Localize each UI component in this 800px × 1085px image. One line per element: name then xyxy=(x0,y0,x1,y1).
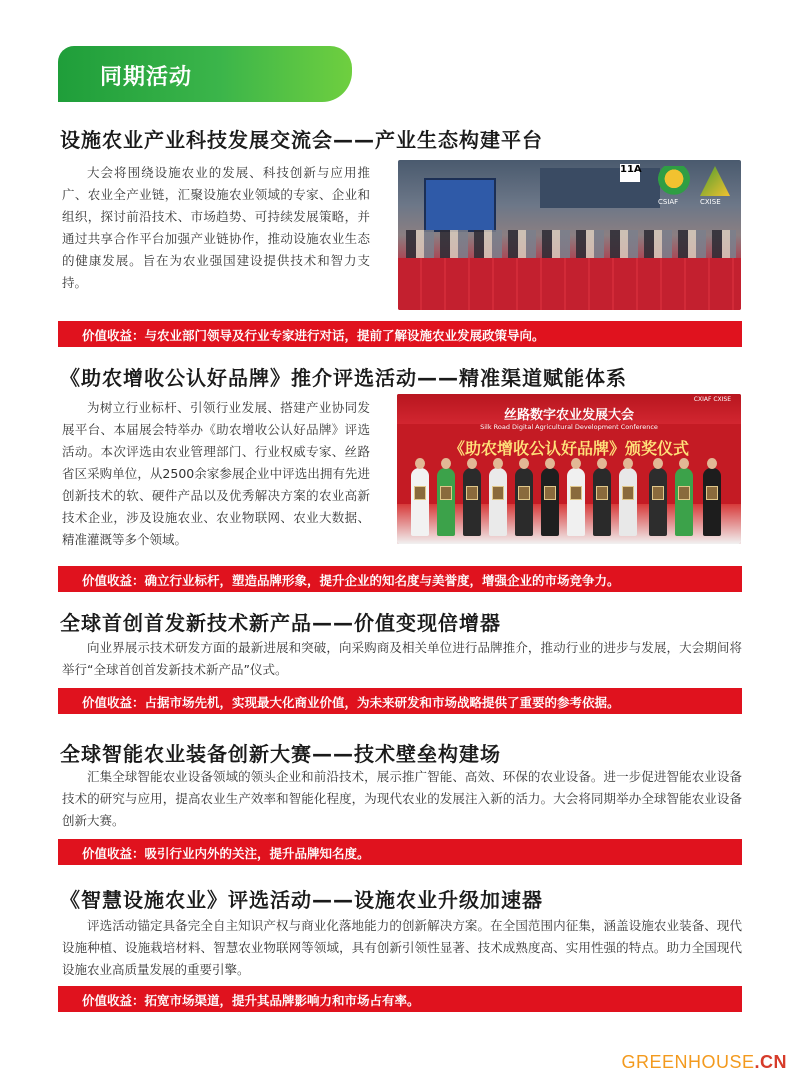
section-1-title: 设施农业产业科技发展交流会——产业生态构建平台 xyxy=(60,128,543,152)
awardee xyxy=(463,468,481,536)
cxise-logo-text: CXISE xyxy=(700,198,721,206)
csiaf-logo-text: CSIAF xyxy=(658,198,679,206)
red-tablecloth xyxy=(398,258,741,310)
section-4-value-bar: 价值收益：吸引行业内外的关注，提升品牌知名度。 xyxy=(58,839,742,865)
section-2-title: 《助农增收公认好品牌》推介评选活动——精准渠道赋能体系 xyxy=(60,366,627,390)
section-5-body: 评选活动锚定具备完全自主知识产权与商业化落地能力的创新解决方案。在全国范围内征集，涵盖设施农业装备、现代设施种植、设施栽培材料、智慧农业物联网等领域，具有创新引领性显著、技术成熟度高、实用性强的特点。助力全国现代设施农业高质量发展的重要引擎。 xyxy=(62,918,742,977)
awardee xyxy=(515,468,533,536)
section-3-body: 向业界展示技术研发方面的最新进展和突破，向采购商及相关单位进行品牌推介，推动行业的进步与发展，大会期间将举行“全球首创首发新技术新产品”仪式。 xyxy=(62,640,742,677)
awardee xyxy=(541,468,559,536)
section-4-body: 汇集全球智能农业设备领域的领头企业和前沿技术，展示推广智能、高效、环保的农业设备。进一步促进智能农业设备技术的研究与应用，提高农业生产效率和智能化程度，为现代农业的发展注入新的活力。大会将同期举办全球智能农业设备创新大赛。 xyxy=(62,769,742,828)
awardee xyxy=(619,468,637,536)
csiaf-logo-icon xyxy=(656,166,692,198)
section-1-body: 大会将围绕设施农业的发展、科技创新与应用推广、农业全产业链，汇聚设施农业领域的专家、企业和组织，探讨前沿技术、市场趋势、可持续发展策略，并通过共享合作平台加强产业链协作，推动设施农业生态的健康发展。旨在为农业强国建设提供技术和智力支持。 xyxy=(62,165,370,290)
section-4-title: 全球智能农业装备创新大赛——技术壁垒构建场 xyxy=(60,742,501,766)
section-header-tab: 同期活动 xyxy=(58,46,352,102)
banner-ceremony-title: 《助农增收公认好品牌》颁奖仪式 xyxy=(448,439,689,458)
section-2-body: 为树立行业标杆、引领行业发展、搭建产业协同发展平台、本届展会特举办《助农增收公认好品牌》评选活动。本次评选由农业管理部门、行业权威专家、丝路省区采购单位，从2500余家参展企业中评选出拥有先进创新技术的软、硬件产品以及优秀解决方案的农业高新技术企业，涉及设施农业、农业物联网、农业大数据、精准灌溉等多个领域。 xyxy=(62,400,370,547)
section-3-value-bar: 价值收益：占据市场先机，实现最大化商业价值，为未来研发和市场战略提供了重要的参考依据。 xyxy=(58,688,742,714)
awardee xyxy=(567,468,585,536)
stage-screen xyxy=(424,178,496,232)
site-brand-logo xyxy=(621,1052,787,1073)
stage-backdrop xyxy=(540,168,660,208)
awardee xyxy=(411,468,429,536)
award-ceremony-photo xyxy=(397,394,741,544)
section-5-value-bar: 价值收益：拓宽市场渠道，提升其品牌影响力和市场占有率。 xyxy=(58,986,742,1012)
awardee xyxy=(593,468,611,536)
section-2-value-bar: 价值收益：确立行业标杆，塑造品牌形象，提升企业的知名度与美誉度，增强企业的市场竞争力。 xyxy=(58,566,742,592)
awardee xyxy=(703,468,721,536)
cxise-logo-icon xyxy=(700,166,730,196)
section-3-title: 全球首创首发新技术新产品——价值变现倍增器 xyxy=(60,611,501,635)
awardee xyxy=(675,468,693,536)
section-1-value-bar: 价值收益：与农业部门领导及行业专家进行对话，提前了解设施农业发展政策导向。 xyxy=(58,321,742,347)
banner-logos: CXIAF CXISE xyxy=(693,396,731,403)
hall-sign: 11A xyxy=(620,164,640,182)
awardee xyxy=(489,468,507,536)
awardee xyxy=(437,468,455,536)
brand-suffix: .CN xyxy=(754,1052,787,1072)
banner-subtitle: Silk Road Digital Agricultural Development Conference xyxy=(480,423,658,431)
section-5-title: 《智慧设施农业》评选活动——设施农业升级加速器 xyxy=(60,888,543,912)
brand-main: GREENHOUSE xyxy=(621,1052,755,1072)
banner-title: 丝路数字农业发展大会 xyxy=(503,408,634,423)
awardee xyxy=(649,468,667,536)
event-logos xyxy=(656,166,736,206)
conference-photo xyxy=(398,160,741,310)
